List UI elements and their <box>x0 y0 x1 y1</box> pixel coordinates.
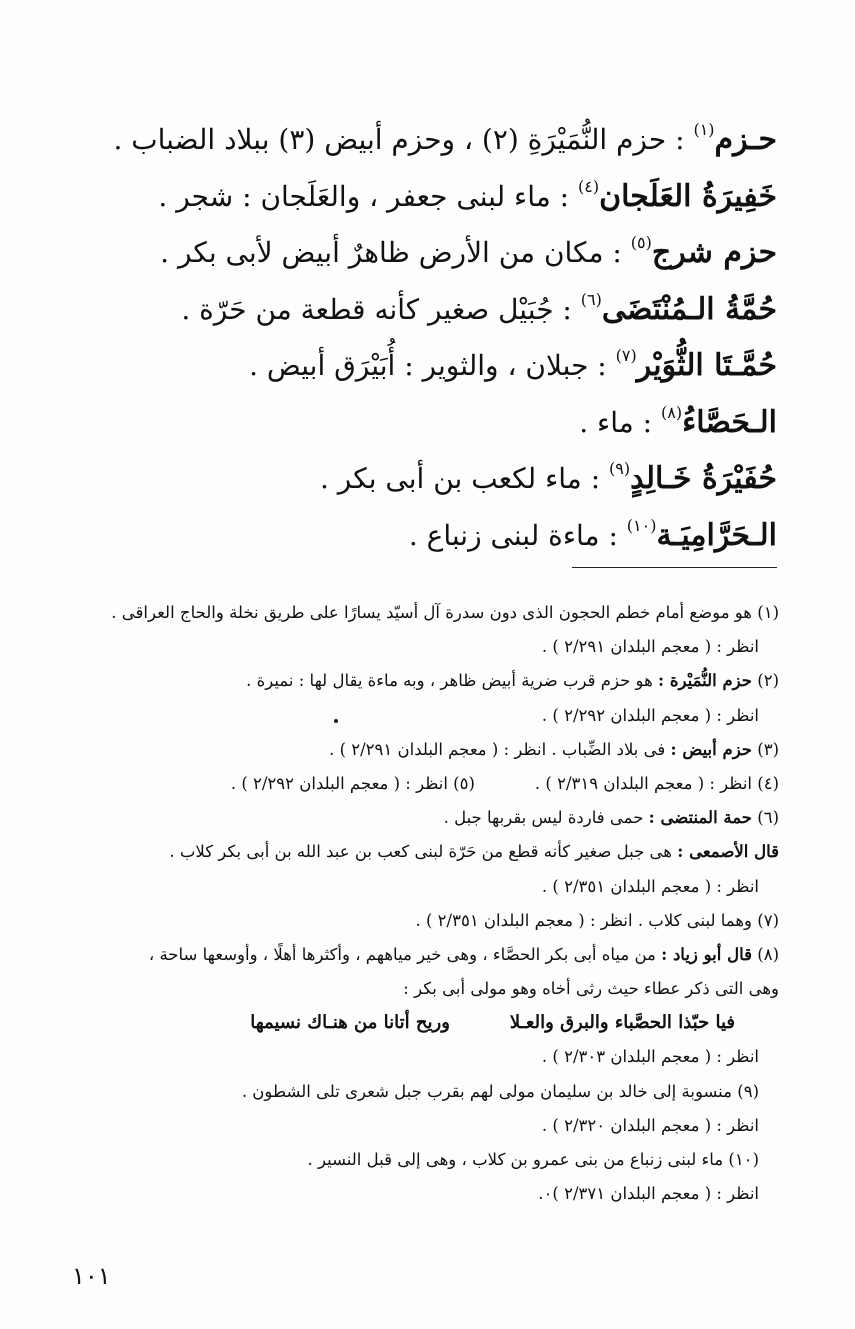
footnote-text: انظر : ( معجم البلدان ٢/٣٢٠ ) . <box>541 1115 759 1135</box>
entry-text: : ماء لبنى جعفر ، والعَلَجان : شجر . <box>158 179 570 213</box>
footnote-line <box>75 1040 779 1074</box>
footnote-text: انظر : ( معجم البلدان ٢/٣٥١ ) . <box>541 876 759 896</box>
footnote-line <box>75 870 779 904</box>
footnote-text: حمى فاردة ليس بقربها جبل . <box>443 808 644 828</box>
footnote-line <box>75 596 779 630</box>
footnote-head: حمة المنتضى : <box>648 808 752 828</box>
entry-7 <box>77 508 777 565</box>
footnote-text: (٥) انظر : ( معجم البلدان ٢/٢٩٢ ) . <box>230 773 475 793</box>
footnote-line <box>75 630 779 664</box>
footnote-line <box>75 835 779 869</box>
verse-hemistich: وريح أتانا من هنـاك نسيمها <box>250 1012 450 1034</box>
entry-ref: (٤) <box>578 176 600 196</box>
entry-text: : ماءة لبنى زنباع . <box>408 518 618 552</box>
footnote-line <box>75 733 779 767</box>
entry-3 <box>77 282 777 339</box>
footnote-divider <box>572 567 777 568</box>
footnote-text: (١) هو موضع أمام خطم الحجون الذى دون سدرة آل أسيّد يسارًا على طريق نخلة والحاج العراقى . <box>111 603 779 622</box>
entry-6 <box>77 451 777 508</box>
footnote-head: حزم النُّمَيْرة : <box>658 671 752 691</box>
footnote-head: قال الأصمعى : <box>677 842 779 862</box>
footnote-line <box>75 904 779 938</box>
entry-ref: (٩) <box>609 459 631 478</box>
footnote-text: (٧) وهما لبنى كلاب . انظر : ( معجم البلدان ٢/٣٥١ ) . <box>415 910 779 930</box>
entry-4 <box>77 338 777 395</box>
entry-head: حُفَيْرَةُ خَـالِدٍ <box>630 461 777 496</box>
ink-speck <box>334 719 338 723</box>
footnote-line <box>75 938 779 972</box>
footnote-text: انظر : ( معجم البلدان ٢/٣٧١ )٠. <box>538 1184 759 1204</box>
footnote-line <box>75 699 779 733</box>
footnote-text: فى بلاد الضِّباب . انظر : ( معجم البلدان ٢/٢٩١ ) . <box>329 739 666 759</box>
footnote-line <box>75 1075 779 1109</box>
entry-ref: (١٠) <box>626 515 657 535</box>
entry-head: الـحَصَّاءُ <box>682 404 777 440</box>
footnote-head: حزم أبيض : <box>670 739 752 759</box>
footnote-text: انظر : ( معجم البلدان ٢/٢٩٢ ) . <box>541 705 759 725</box>
entries-list <box>77 112 777 564</box>
footnote-number: (٨) <box>757 944 779 964</box>
entry-text: : ماء لكعب بن أبى بكر . <box>319 462 601 495</box>
entry-text: : ماء . <box>579 405 653 439</box>
footnote-head: قال أبو زياد : <box>661 944 752 964</box>
footnote-number: (٣) <box>757 739 779 759</box>
entry-head: حُمَّةُ الـمُنْتَضَى <box>601 291 777 327</box>
footnotes <box>75 596 779 1211</box>
entry-head: خَفِيرَةُ العَلَجان <box>599 178 777 214</box>
footnote-number: (٦) <box>757 808 779 828</box>
footnote-line <box>75 972 779 1006</box>
footnote-text: (٩) منسوبة إلى خالد بن سليمان مولى لهم بقرب جبل شعرى تلى الشطون . <box>241 1081 759 1101</box>
entry-2 <box>77 225 777 282</box>
entry-head: الـحَرَّامِيَـة <box>656 517 777 553</box>
footnote-text: (٤) انظر : ( معجم البلدان ٢/٣١٩ ) . <box>534 773 779 793</box>
footnote-text: هى جبل صغير كأنه قطع من حَرّة لبنى كعب بن عبد الله بن أبى بكر كلاب . <box>169 842 672 862</box>
footnote-text: وهى التى ذكر عطاء حيث رثى أخاه وهو مولى أبى بكر : <box>403 979 779 999</box>
footnote-line <box>75 801 779 835</box>
entry-ref: (٧) <box>615 346 637 365</box>
entry-ref: (٨) <box>661 402 683 422</box>
footnote-line <box>75 1109 779 1143</box>
entry-text: : جبلان ، والثوير : أُبَيْرَق أبيض . <box>249 349 607 382</box>
entry-ref: (٦) <box>580 289 602 309</box>
verse-line <box>75 1006 779 1040</box>
footnote-line <box>75 767 779 801</box>
entry-0 <box>77 112 777 169</box>
entry-text: : جُبَيْل صغير كأنه قطعة من حَرّة . <box>181 292 572 326</box>
entry-head: حـزم <box>714 122 777 157</box>
entry-head: حزم شرج <box>651 235 777 270</box>
entry-text: : مكان من الأرض ظاهرٌ أبيض لأبى بكر . <box>160 236 622 269</box>
footnote-text: انظر : ( معجم البلدان ٢/٣٠٣ ) . <box>541 1047 759 1067</box>
page-number: ١٠١ <box>72 1262 111 1290</box>
footnote-line <box>75 1143 779 1177</box>
entry-ref: (٥) <box>630 233 652 252</box>
footnote-text: انظر : ( معجم البلدان ٢/٢٩١ ) . <box>541 637 759 657</box>
entry-ref: (١) <box>693 120 715 139</box>
footnote-text: من مياه أبى بكر الحصَّاء ، وهى خير مياههم ، وأكثرها أهلًا ، وأوسعها ساحة ، <box>148 944 656 964</box>
footnote-text: (١٠) ماء لبنى زنباع من بنى عمرو بن كلاب ، وهى إلى قبل النسير . <box>307 1150 759 1169</box>
entry-5 <box>77 395 777 452</box>
entry-text: : حزم النُّمَيْرَةِ (٢) ، وحزم أبيض (٣) ببلاد الضباب . <box>113 123 685 156</box>
footnote-number: (٢) <box>757 671 779 691</box>
footnote-line <box>75 1177 779 1211</box>
entry-1 <box>77 169 777 226</box>
footnote-line <box>75 664 779 698</box>
verse-hemistich: فيا حبّذا الحصَّباء والبرق والعـلا <box>509 1012 735 1034</box>
footnote-text: هو حزم قرب ضرية أبيض ظاهر ، وبه ماءة يقال لها : نميرة . <box>246 671 653 691</box>
entry-head: حُمَّـتَا الثُّوَيْر <box>636 348 777 383</box>
